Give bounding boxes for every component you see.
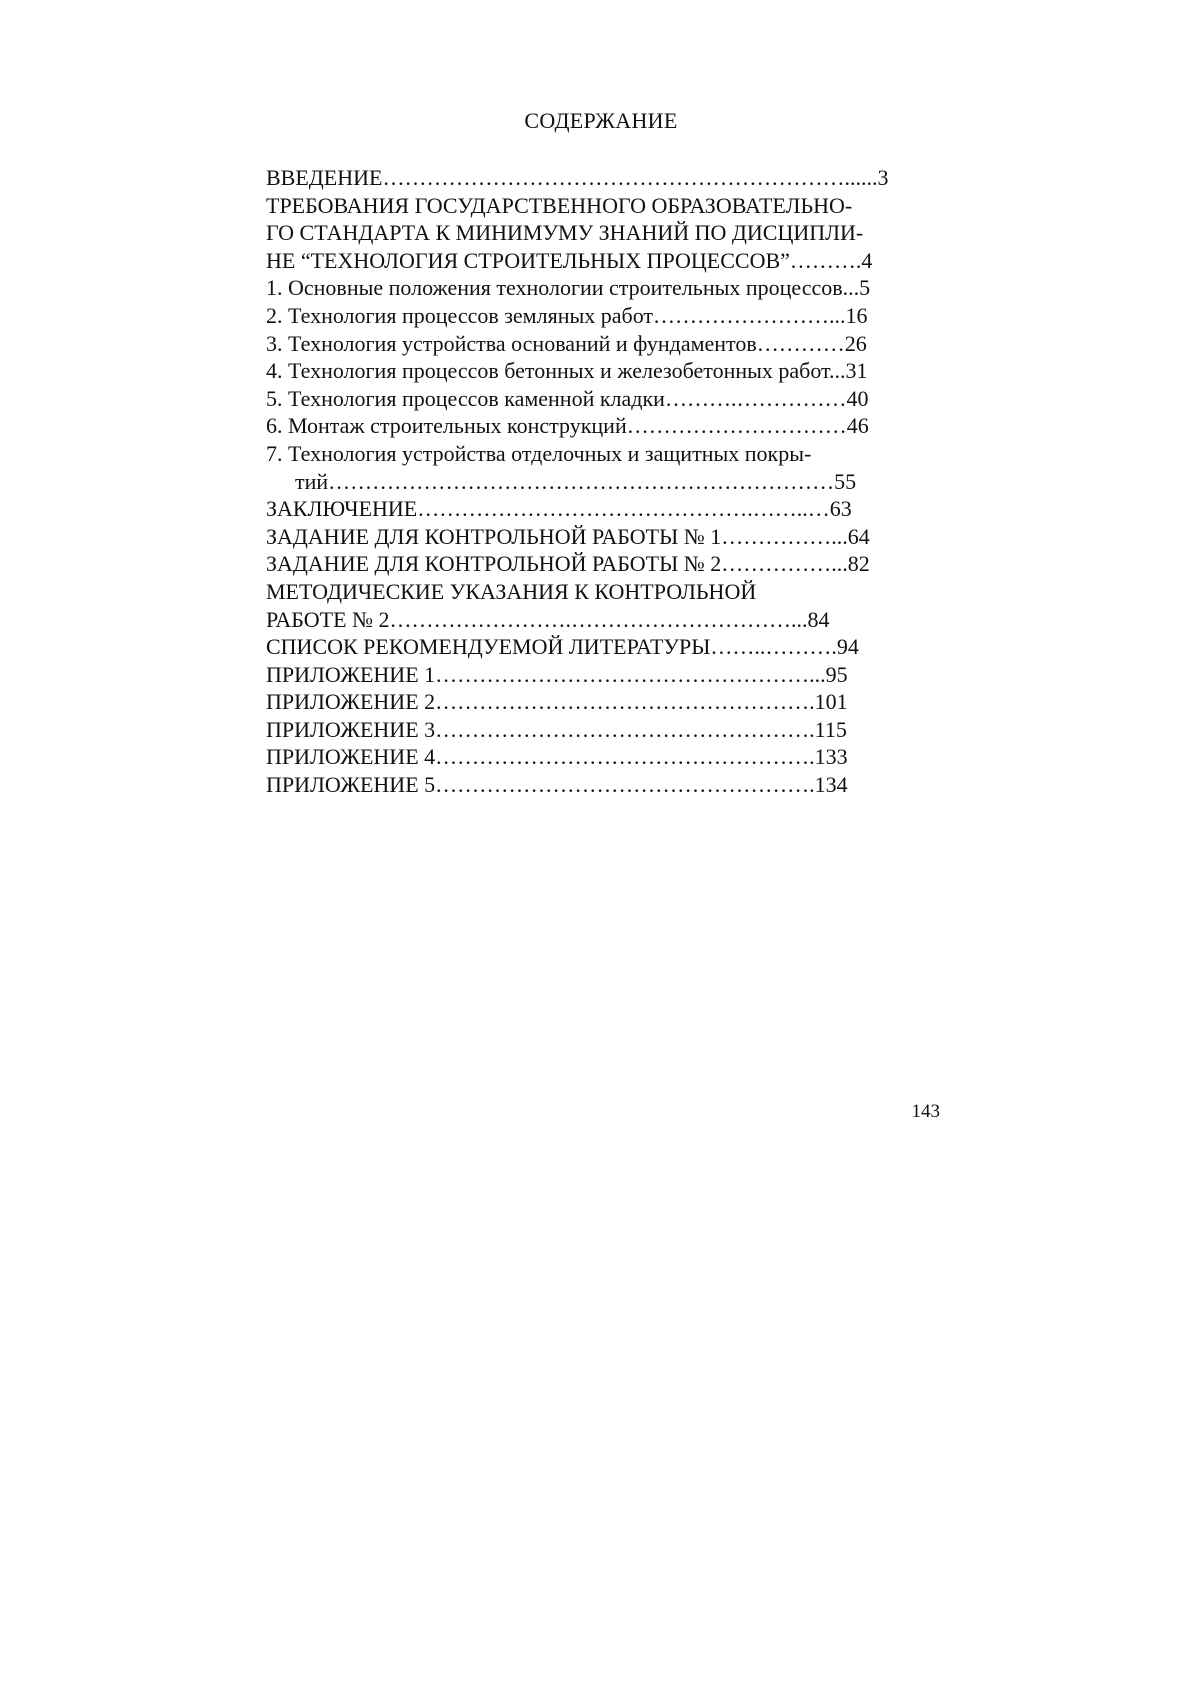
toc-entry-introduction: ВВЕДЕНИЕ………………………………………………………......3	[266, 165, 889, 190]
table-of-contents	[266, 164, 938, 799]
page-title: СОДЕРЖАНИЕ	[524, 108, 678, 133]
toc-entry-appendix-1: ПРИЛОЖЕНИЕ 1……………………………………………...95	[266, 661, 848, 687]
toc-entry-appendix-5: ПРИЛОЖЕНИЕ 5…………………………………………….134	[266, 772, 848, 798]
toc-entry-task-1: ЗАДАНИЕ ДЛЯ КОНТРОЛЬНОЙ РАБОТЫ № 1……………...64	[266, 523, 870, 549]
page-number: 143	[911, 1101, 940, 1122]
toc-entry-chapter-7-line-1: 7. Технология устройства отделочных и защитных покры-	[266, 440, 812, 466]
toc-entry-literature: СПИСОК РЕКОМЕНДУЕМОЙ ЛИТЕРАТУРЫ……..……….94	[266, 634, 859, 660]
toc-entry-chapter-4: 4. Технология процессов бетонных и железобетонных работ...31	[266, 358, 868, 384]
toc-entry-method-line-1: МЕТОДИЧЕСКИЕ УКАЗАНИЯ К КОНТРОЛЬНОЙ	[266, 578, 757, 604]
toc-entry-task-2: ЗАДАНИЕ ДЛЯ КОНТРОЛЬНОЙ РАБОТЫ № 2……………...82	[266, 551, 870, 577]
toc-entry-chapter-3: 3. Технология устройства оснований и фундаментов…………26	[266, 330, 867, 356]
toc-entry-appendix-4: ПРИЛОЖЕНИЕ 4…………………………………………….133	[266, 744, 848, 770]
toc-entry-requirements-line-3: НЕ “ТЕХНОЛОГИЯ СТРОИТЕЛЬНЫХ ПРОЦЕССОВ”……….4	[266, 247, 873, 273]
toc-entry-chapter-2: 2. Технология процессов земляных работ……………………...16	[266, 302, 868, 328]
toc-entry-chapter-5: 5. Технология процессов каменной кладки……….……………40	[266, 385, 869, 411]
toc-entry-method-line-2: РАБОТЕ № 2…………………….…………………………...84	[266, 606, 830, 632]
toc-entry-appendix-3: ПРИЛОЖЕНИЕ 3…………………………………………….115	[266, 716, 847, 742]
toc-entry-requirements-line-1: ТРЕБОВАНИЯ ГОСУДАРСТВЕННОГО ОБРАЗОВАТЕЛЬНО-	[266, 192, 853, 218]
toc-entry-appendix-2: ПРИЛОЖЕНИЕ 2…………………………………………….101	[266, 689, 848, 715]
toc-entry-chapter-1: 1. Основные положения технологии строительных процессов...5	[266, 275, 871, 301]
toc-entry-requirements-line-2: ГО СТАНДАРТА К МИНИМУМУ ЗНАНИЙ ПО ДИСЦИПЛИ-	[266, 220, 864, 246]
toc-entry-conclusion: ЗАКЛЮЧЕНИЕ……………………………………….……..…63	[266, 496, 852, 522]
toc-entry-chapter-7-line-2: тий……………………………………………………………55	[295, 468, 857, 494]
toc-entry-chapter-6: 6. Монтаж строительных конструкций…………………………46	[266, 413, 869, 439]
